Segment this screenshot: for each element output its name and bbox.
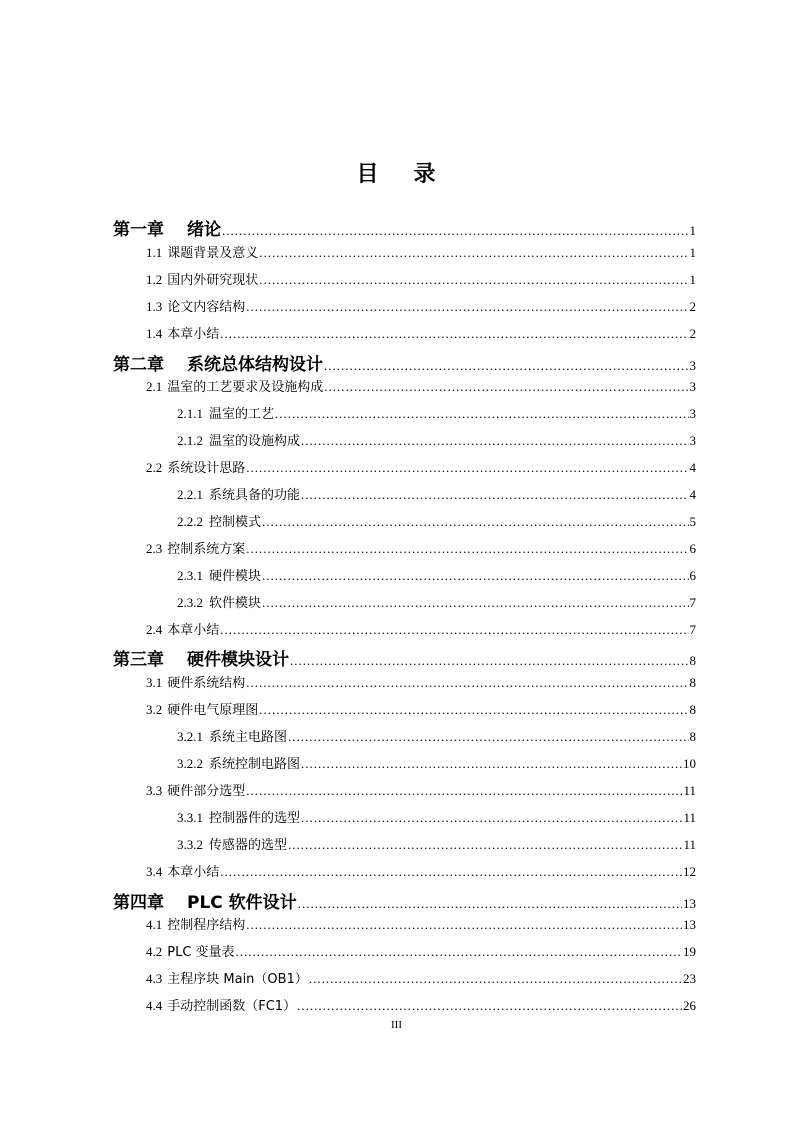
toc-entry-label <box>146 861 219 880</box>
toc-dot-leader <box>220 326 688 342</box>
toc-entry-chapter[interactable] <box>113 350 696 376</box>
toc-entry-label <box>146 296 245 315</box>
toc-entry-label <box>146 941 235 960</box>
toc-entry-page-number: 1 <box>689 244 696 260</box>
toc-entry-label <box>146 376 323 395</box>
toc-entry-title: 控制模式 <box>209 514 262 530</box>
toc-entry-page-number: 4 <box>689 460 696 476</box>
toc-entry-sub[interactable] <box>177 511 696 537</box>
toc-entry-number: 3.2.1 <box>177 729 203 745</box>
toc-entry-title: 硬件部分选型 <box>167 783 246 799</box>
toc-dot-leader <box>259 245 688 261</box>
toc-entry-sub[interactable] <box>177 726 696 752</box>
toc-entry-label <box>146 914 245 933</box>
toc-entry-page-number: 6 <box>689 540 696 556</box>
toc-dot-leader <box>297 998 682 1014</box>
toc-entry-section[interactable] <box>146 538 696 564</box>
toc-dot-leader <box>275 406 688 422</box>
toc-entry-title: 系统总体结构设计 <box>187 354 323 375</box>
toc-entry-sub[interactable] <box>177 807 696 833</box>
toc-entry-label <box>113 350 323 375</box>
toc-entry-section[interactable] <box>146 242 696 268</box>
toc-title <box>0 157 793 188</box>
toc-dot-leader <box>301 433 688 449</box>
toc-entry-page-number: 1 <box>689 223 696 238</box>
toc-entry-number: 2.1.2 <box>177 433 203 449</box>
toc-entry-sub[interactable] <box>177 484 696 510</box>
toc-entry-number: 第三章 <box>113 650 164 671</box>
toc-entry-page-number: 3 <box>689 406 696 422</box>
toc-entry-page-number: 11 <box>683 782 696 798</box>
toc-entry-number: 2.4 <box>146 621 163 637</box>
toc-entry-title: 温室的设施构成 <box>209 434 301 450</box>
toc-entry-number: 1.3 <box>146 298 163 314</box>
toc-entry-label <box>177 565 261 584</box>
toc-entry-page-number: 4 <box>689 487 696 502</box>
toc-dot-leader <box>301 810 682 826</box>
toc-entry-page-number: 23 <box>683 971 696 987</box>
toc-entry-title: 系统具备的功能 <box>209 488 301 503</box>
toc-entry-title: 硬件系统结构 <box>167 676 246 692</box>
toc-entry-label <box>146 672 245 691</box>
toc-entry-number: 4.4 <box>146 998 163 1014</box>
toc-entry-number: 3.2.2 <box>177 756 203 771</box>
toc-entry-page-number: 8 <box>689 653 696 669</box>
toc-entry-title: 本章小结 <box>167 622 220 638</box>
toc-entry-page-number: 5 <box>689 513 696 529</box>
toc-title-char-1: 目 <box>356 162 380 187</box>
toc-entry-label <box>146 619 219 638</box>
toc-entry-section[interactable] <box>146 780 696 806</box>
toc-entry-page-number: 11 <box>683 836 696 852</box>
toc-entry-number: 2.3.1 <box>177 567 203 583</box>
toc-entry-title: 论文内容结构 <box>167 299 246 315</box>
toc-entry-label <box>113 215 221 240</box>
toc-entry-page-number: 3 <box>689 379 696 395</box>
toc-entry-page-number: 12 <box>683 863 696 879</box>
toc-entry-section[interactable] <box>146 457 696 483</box>
toc-entry-number: 2.2 <box>146 460 163 476</box>
toc-entry-label <box>146 269 258 288</box>
toc-dot-leader <box>246 541 688 557</box>
toc-entry-label <box>177 726 287 745</box>
toc-entry-title: 硬件模块设计 <box>187 650 289 671</box>
toc-entry-title: 国内外研究现状 <box>167 272 259 288</box>
toc-entry-sub[interactable] <box>177 430 696 456</box>
toc-entry-page-number: 3 <box>689 357 696 373</box>
toc-entry-title: 主程序块 Main（OB1） <box>167 972 308 988</box>
toc-entry-sub[interactable] <box>177 403 696 429</box>
toc-entry-section[interactable] <box>146 296 696 322</box>
toc-entry-page-number: 1 <box>689 271 696 287</box>
toc-entry-label <box>146 242 258 261</box>
toc-entry-number: 1.1 <box>146 244 163 260</box>
toc-entry-label <box>113 888 297 913</box>
toc-dot-leader <box>262 595 688 611</box>
toc-dot-leader <box>298 896 682 912</box>
toc-entry-number: 2.3.2 <box>177 594 203 610</box>
toc-entry-number: 3.1 <box>146 675 163 691</box>
toc-entry-page-number: 2 <box>689 325 696 341</box>
toc-entry-sub[interactable] <box>177 753 696 779</box>
toc-entry-title: PLC 变量表 <box>167 945 235 961</box>
toc-entry-page-number: 8 <box>689 729 696 745</box>
toc-dot-leader <box>259 272 688 288</box>
toc-entry-number: 2.3 <box>146 540 163 556</box>
toc-dot-leader <box>220 622 688 638</box>
toc-entry-number: 第一章 <box>113 220 164 240</box>
toc-entry-label <box>113 645 289 670</box>
toc-entry-number: 3.4 <box>146 863 163 879</box>
toc-entry-chapter[interactable] <box>113 888 696 914</box>
toc-dot-leader <box>246 299 688 315</box>
toc-entry-number: 3.2 <box>146 702 163 718</box>
toc-entry-title: PLC 软件设计 <box>187 892 297 913</box>
toc-entry-page-number: 7 <box>689 621 696 637</box>
toc-entry-title: 温室的工艺 <box>209 407 275 423</box>
toc-entry-section[interactable] <box>146 619 696 645</box>
toc-entry-title: 硬件电气原理图 <box>167 703 259 719</box>
toc-dot-leader <box>220 864 682 880</box>
toc-entry-title: 控制系统方案 <box>167 541 246 557</box>
toc-dot-leader <box>290 653 689 669</box>
toc-entry-number: 3.3 <box>146 782 163 798</box>
toc-entry-page-number: 8 <box>689 702 696 718</box>
toc-entry-number: 4.2 <box>146 944 163 960</box>
toc-title-char-2: 录 <box>413 162 437 187</box>
toc-entry-title: 本章小结 <box>167 864 220 880</box>
toc-dot-leader <box>288 729 688 745</box>
toc-entry-section[interactable] <box>146 968 696 994</box>
toc-entry-label <box>146 699 258 718</box>
toc-entry-title: 绪论 <box>187 220 221 240</box>
toc-dot-leader <box>288 837 682 853</box>
toc-entry-section[interactable] <box>146 269 696 295</box>
toc-entry-number: 4.1 <box>146 917 163 933</box>
toc-entry-label <box>146 457 245 476</box>
toc-entry-sub[interactable] <box>177 834 696 860</box>
toc-dot-leader <box>246 917 682 933</box>
toc-entry-page-number: 26 <box>683 998 696 1014</box>
toc-entry-section[interactable] <box>146 941 696 967</box>
toc-dot-leader <box>309 971 682 987</box>
toc-entry-label <box>177 753 300 772</box>
toc-entry-title: 温室的工艺要求及设施构成 <box>167 380 324 396</box>
toc-entry-number: 4.3 <box>146 971 163 987</box>
toc-entry-number: 1.2 <box>146 271 163 287</box>
toc-entry-section[interactable] <box>146 995 696 1021</box>
toc-entry-page-number: 11 <box>683 809 696 825</box>
toc-entry-number: 2.2.2 <box>177 513 203 529</box>
toc-entry-page-number: 13 <box>683 917 696 933</box>
toc-entry-number: 1.4 <box>146 325 163 341</box>
toc-entry-label <box>177 807 300 826</box>
toc-dot-leader <box>236 944 682 960</box>
toc-entry-chapter[interactable] <box>113 215 696 241</box>
toc-entry-section[interactable] <box>146 914 696 940</box>
toc-entry-label <box>146 780 245 799</box>
toc-entry-title: 本章小结 <box>167 326 220 342</box>
toc-entry-number: 2.2.1 <box>177 487 203 502</box>
toc-entry-number: 第二章 <box>113 354 164 375</box>
toc-entry-label <box>177 430 300 449</box>
toc-entry-number: 3.3.2 <box>177 836 203 852</box>
toc-entry-label <box>177 834 287 853</box>
toc-entry-label <box>177 403 274 422</box>
toc-entry-section[interactable] <box>146 699 696 725</box>
page-number: III <box>391 1019 402 1031</box>
toc-dot-leader <box>262 514 688 530</box>
toc-entry-title: 系统控制电路图 <box>209 757 301 772</box>
toc-entry-title: 系统设计思路 <box>167 461 246 477</box>
toc-dot-leader <box>246 675 688 691</box>
toc-entry-section[interactable] <box>146 323 696 349</box>
toc-entry-title: 手动控制函数（FC1） <box>167 999 297 1015</box>
toc-entry-label <box>177 511 261 530</box>
toc-entry-section[interactable] <box>146 376 696 402</box>
toc-entry-title: 传感器的选型 <box>209 837 288 853</box>
toc-entry-label <box>177 592 261 611</box>
toc-entry-number: 3.3.1 <box>177 809 203 825</box>
toc-entry-title: 硬件模块 <box>209 568 262 584</box>
toc-dot-leader <box>324 379 688 395</box>
toc-dot-leader <box>301 487 688 503</box>
toc-entry-section[interactable] <box>146 861 696 887</box>
toc-entry-page-number: 6 <box>689 567 696 583</box>
toc-entry-title: 课题背景及意义 <box>167 245 259 261</box>
toc-dot-leader <box>262 568 688 584</box>
toc-dot-leader <box>301 756 682 772</box>
toc-entry-number: 2.1 <box>146 379 163 395</box>
toc-entry-label <box>146 995 296 1014</box>
toc-entry-title: 控制器件的选型 <box>209 810 301 826</box>
toc-entry-label <box>146 323 219 342</box>
toc-entry-label <box>146 538 245 557</box>
toc-entry-title: 系统主电路图 <box>209 730 288 746</box>
toc-entry-sub[interactable] <box>177 592 696 618</box>
toc-entry-label <box>146 968 308 987</box>
toc-entry-page-number: 3 <box>689 433 696 449</box>
toc-entry-page-number: 13 <box>683 895 696 911</box>
toc-entry-title: 控制程序结构 <box>167 918 246 934</box>
toc-entry-number: 2.1.1 <box>177 406 203 422</box>
toc-dot-leader <box>246 460 688 476</box>
toc-entry-section[interactable] <box>146 672 696 698</box>
toc-entry-sub[interactable] <box>177 565 696 591</box>
toc-entry-page-number: 19 <box>683 944 696 960</box>
toc-entry-page-number: 8 <box>689 675 696 691</box>
toc-entry-label <box>177 484 300 503</box>
toc-entry-title: 软件模块 <box>209 595 262 611</box>
toc-entry-page-number: 10 <box>683 756 696 771</box>
toc-entry-page-number: 2 <box>689 298 696 314</box>
toc-dot-leader <box>246 783 682 799</box>
toc-entry-number: 第四章 <box>113 892 164 913</box>
toc-dot-leader <box>222 223 689 239</box>
toc-dot-leader <box>259 702 688 718</box>
toc-entry-page-number: 7 <box>689 594 696 610</box>
toc-dot-leader <box>324 358 689 374</box>
toc-entry-chapter[interactable] <box>113 645 696 671</box>
